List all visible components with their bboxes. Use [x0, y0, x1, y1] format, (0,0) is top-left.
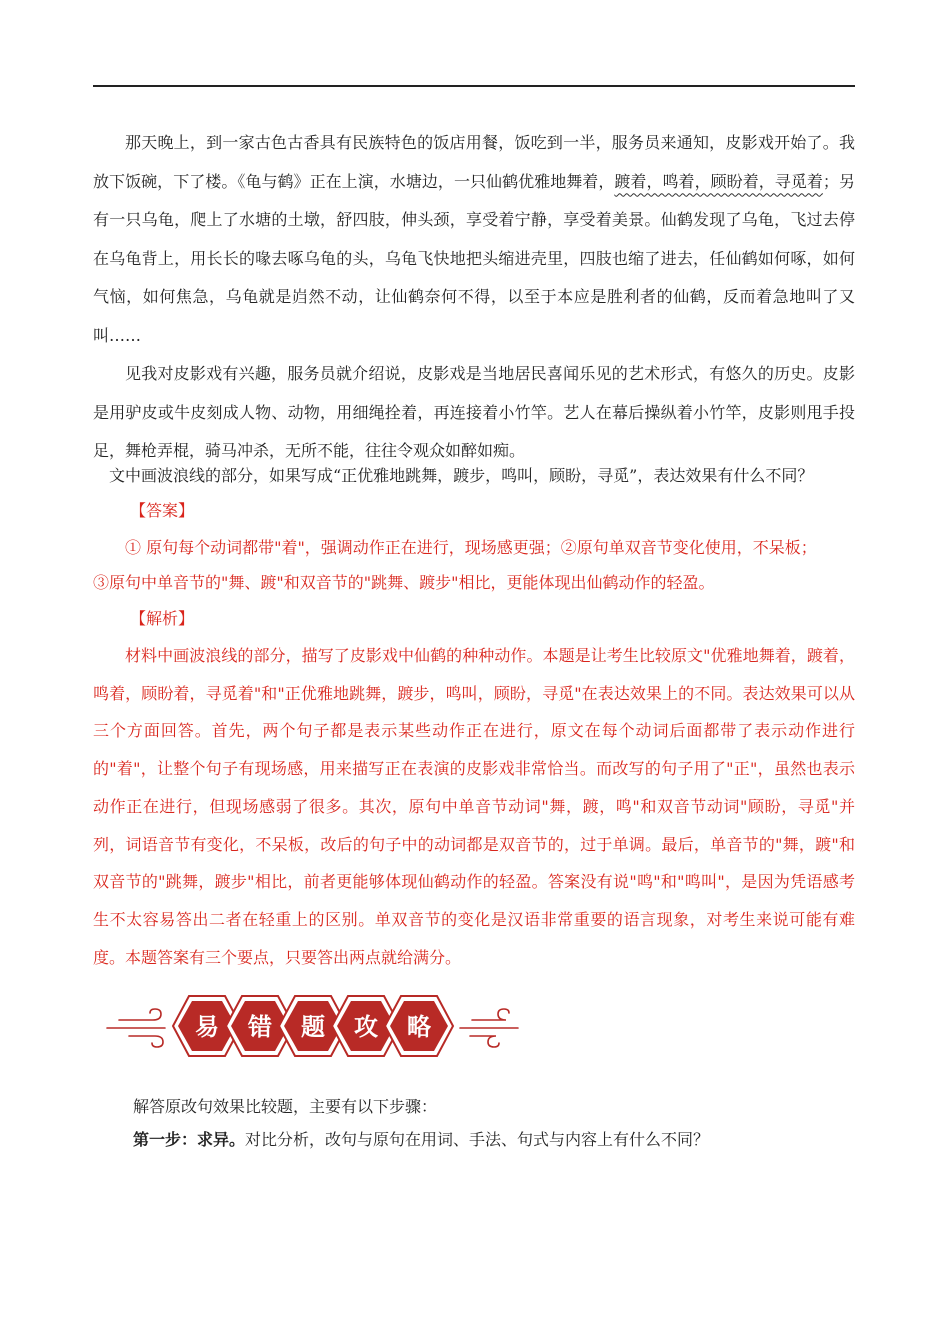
hex-badge: [385, 996, 453, 1056]
banner-char: 错: [248, 1013, 272, 1041]
answer-block: [93, 530, 855, 600]
passage-text: 那天晚上，到一家古色古香具有民族特色的饭店用餐，饭吃到一半，服务员来通知，皮影戏开始了。我放下饭碗，下了楼。《龟与鹤》正在上演，水塘边，一只仙鹤优雅地舞着，: [93, 133, 855, 191]
step-1: [93, 1123, 855, 1156]
solution-steps: [93, 1090, 855, 1156]
answer-label: 【答案】: [130, 501, 195, 520]
banner-char: 题: [301, 1013, 325, 1041]
banner-char: 攻: [354, 1013, 378, 1041]
left-scroll-ornament: [107, 1009, 165, 1047]
passage-text: ；另有一只乌龟，爬上了水塘的土墩，舒四肢，伸头颈，享受着宁静，享受着美景。仙鹤发现了乌龟，飞过去停在乌龟背上，用长长的喙去啄乌龟的头，乌龟飞快地把头缩进壳里，四肢也缩了进去，任仙鹤如何啄，如何气恼，如何焦急，乌龟就是岿然不动，让仙鹤奈何不得，以至于本应是胜利者的仙鹤，反而着急地叫了又叫……: [93, 171, 855, 345]
analysis-block: [93, 637, 855, 976]
answer-line-1: ① 原句每个动词都带"着"，强调动作正在进行，现场感更强；②原句单双音节变化使用，不呆板；: [125, 538, 817, 557]
step-1-text: 对比分析，改句与原句在用词、手法、句式与内容上有什么不同？: [245, 1130, 710, 1149]
question-text: 文中画波浪线的部分，如果写成“正优雅地跳舞，踱步，鸣叫，顾盼，寻觅”，表达效果有什么不同？: [109, 466, 814, 485]
wavy-underlined-text: 踱着，鸣着，顾盼着，寻觅着: [614, 171, 823, 191]
reading-passage: [93, 124, 855, 471]
analysis-label: 【解析】: [130, 609, 195, 628]
analysis-text: 材料中画波浪线的部分，描写了皮影戏中仙鹤的种种动作。本题是让考生比较原文"优雅地舞着，踱着，鸣着，顾盼着，寻觅着"和"正优雅地跳舞，踱步，鸣叫，顾盼，寻觅"在表达效果上的不同。表达效果可以从三个方面回答。首先，两个句子都是表示某些动作正在进行，原文在每个动词后面都带了表示动作进行的"着"，让整个句子有现场感，用来描写正在表演的皮影戏非常恰当。而改写的句子用了"正"，虽然也表示动作正在进行，但现场感弱了很多。其次，原句中单音节动词"舞，踱，鸣"和双音节动词"顾盼，寻觅"并列，词语音节有变化，不呆板，改后的句子中的动词都是双音节的，过于单调。最后，单音节的"舞，踱"和双音节的"跳舞，踱步"相比，前者更能够体现仙鹤动作的轻盈。答案没有说"鸣"和"鸣叫"，是因为凭语感考生不太容易答出二者在轻重上的区别。单双音节的变化是汉语非常重要的语言现象，对考生来说可能有难度。本题答案有三个要点，只要答出两点就给满分。: [93, 646, 855, 967]
passage-paragraph-1: [93, 124, 855, 355]
header-rule: [93, 85, 855, 87]
passage-paragraph-2: 见我对皮影戏有兴趣，服务员就介绍说，皮影戏是当地居民喜闻乐见的艺术形式，有悠久的历史。皮影是用驴皮或牛皮刻成人物、动物，用细绳拴着，再连接着小竹竿。艺人在幕后操纵着小竹竿，皮影则甩手投足，舞枪弄棍，骑马冲杀，无所不能，往往令观众如醉如痴。: [93, 364, 855, 460]
answer-line-2: ③原句中单音节的"舞、踱"和双音节的"跳舞、踱步"相比，更能体现出仙鹤动作的轻盈。: [93, 573, 715, 592]
banner-char: 略: [407, 1013, 431, 1041]
error-prone-banner: [105, 992, 520, 1060]
right-scroll-ornament: [460, 1009, 518, 1047]
banner-char: 易: [195, 1013, 219, 1041]
step-1-label: 第一步：求异。: [133, 1130, 246, 1149]
steps-intro: 解答原改句效果比较题，主要有以下步骤：: [133, 1097, 438, 1116]
